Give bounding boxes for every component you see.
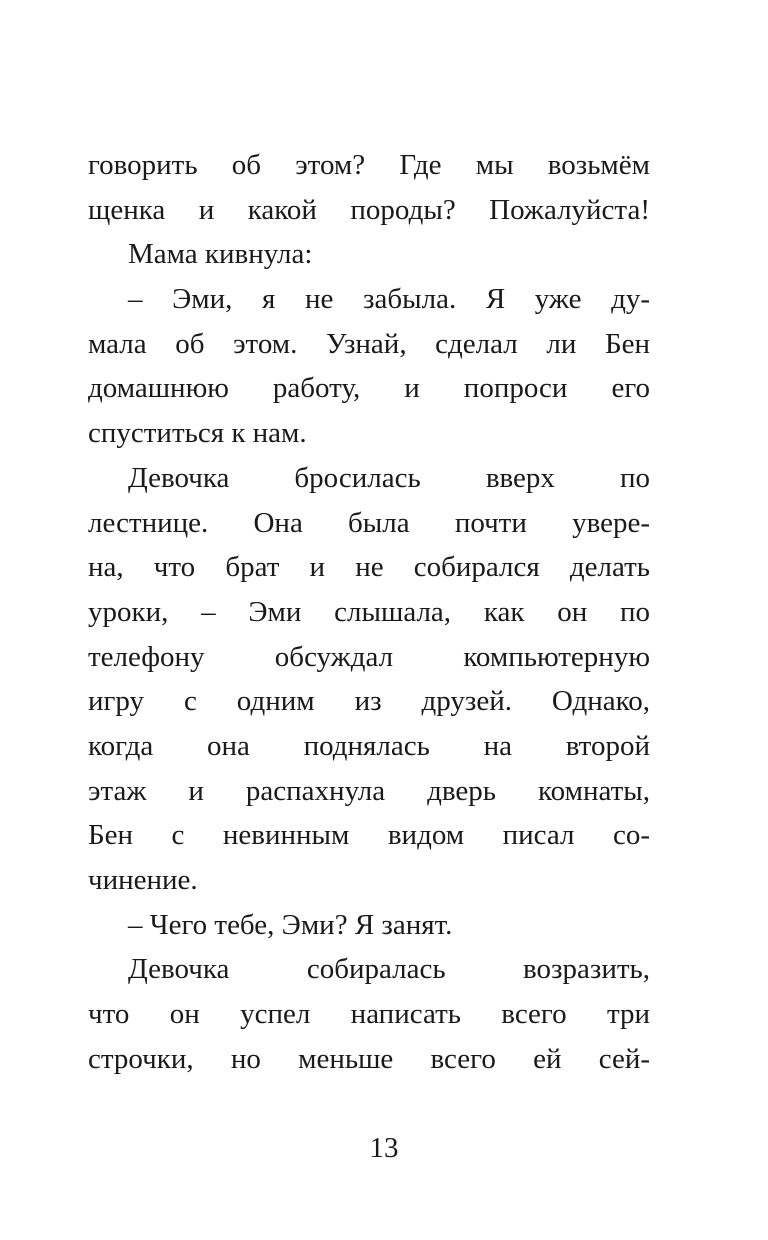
text-line-2: щенка и какой породы? Пожалуйста! (88, 193, 650, 226)
text-line-19: Девочка собиралась возразить, (128, 953, 650, 986)
text-line-12: телефону обсуждал компьютерную (88, 640, 650, 673)
text-line-7: спуститься к нам. (88, 417, 307, 450)
body-text (88, 143, 650, 1081)
text-line-8: Девочка бросилась вверх по (128, 461, 650, 494)
text-line-5: мала об этом. Узнай, сделал ли Бен (88, 327, 650, 360)
text-line-9: лестнице. Она была почти увере- (88, 506, 650, 539)
text-line-3: Мама кивнула: (128, 238, 313, 271)
text-line-21: строчки, но меньше всего ей сей- (88, 1042, 650, 1075)
text-line-11: уроки, – Эми слышала, как он по (88, 595, 650, 628)
text-line-17: чинение. (88, 864, 198, 896)
text-line-15: этаж и распахнула дверь комнаты, (88, 774, 650, 807)
text-line-18: – Чего тебе, Эми? Я занят. (128, 908, 453, 941)
text-line-10: на, что брат и не собирался делать (88, 551, 650, 584)
text-line-13: игру с одним из друзей. Однако, (88, 685, 650, 718)
text-line-6: домашнюю работу, и попроси его (88, 372, 650, 405)
page-number: 13 (369, 1132, 399, 1164)
text-line-1: говорить об этом? Где мы возьмём (88, 149, 650, 181)
text-line-14: когда она поднялась на второй (88, 729, 650, 762)
text-line-16: Бен с невинным видом писал со- (88, 819, 650, 852)
text-line-20: что он успел написать всего три (88, 998, 650, 1031)
text-line-4: – Эми, я не забыла. Я уже ду- (128, 283, 650, 316)
